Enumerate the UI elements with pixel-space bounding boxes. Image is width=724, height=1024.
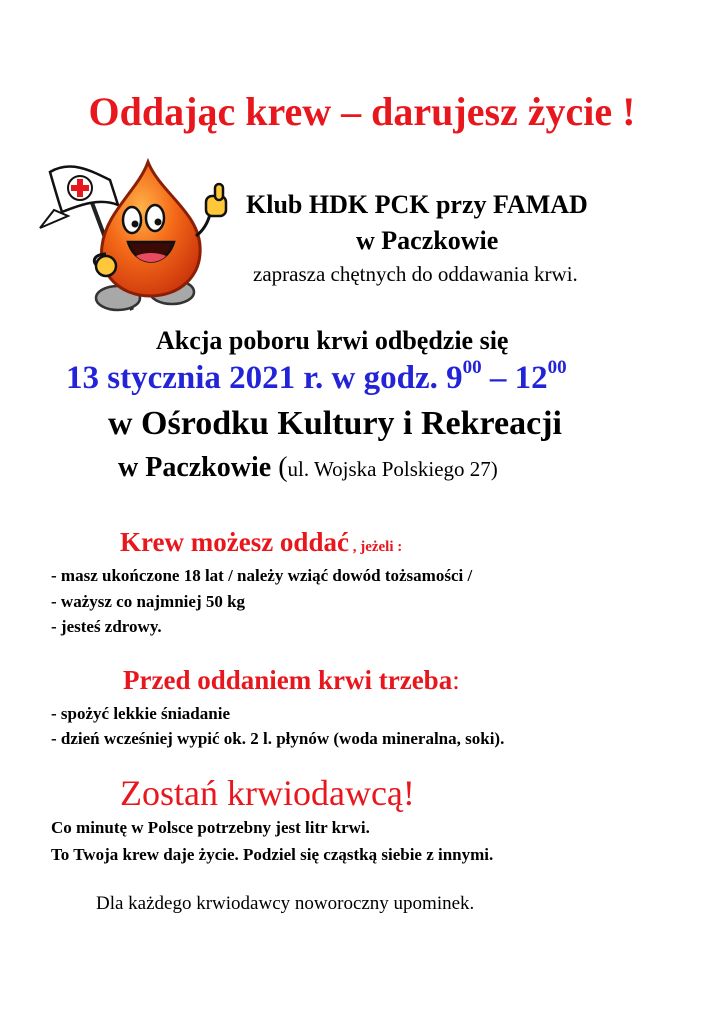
requirements-title: Krew możesz oddać <box>120 527 349 557</box>
preparation-item: - spożyć lekkie śniadanie <box>51 704 230 723</box>
time-dash: – 12 <box>481 360 548 396</box>
event-venue-city <box>118 452 498 484</box>
event-intro: Akcja poboru krwi odbędzie się <box>156 326 509 355</box>
club-name: Klub HDK PCK przy FAMAD <box>246 190 588 219</box>
preparation-colon: : <box>452 665 460 695</box>
gift-note: Dla każdego krwiodawcy noworoczny upominek. <box>96 893 475 914</box>
blood-drop-mascot-icon <box>10 150 238 316</box>
requirements-heading <box>120 527 402 558</box>
preparation-item: - dzień wcześniej wypić ok. 2 l. płynów (woda mineralna, soki). <box>51 729 505 748</box>
club-location: w Paczkowie <box>356 226 499 255</box>
address-paren: ( <box>278 452 288 483</box>
requirement-item: - ważysz co najmniej 50 kg <box>51 592 246 611</box>
end-minutes: 00 <box>547 357 567 378</box>
start-minutes: 00 <box>462 357 482 378</box>
preparation-title: Przed oddaniem krwi trzeba <box>123 665 453 695</box>
fact-line: Co minutę w Polsce potrzebny jest litr krwi. <box>51 818 370 837</box>
requirement-item: - masz ukończone 18 lat / należy wziąć dowód tożsamości / <box>51 566 473 585</box>
preparation-heading <box>123 665 460 696</box>
venue-city: w Paczkowie <box>118 452 279 483</box>
requirements-title-suffix: , jeżeli : <box>348 539 403 555</box>
call-to-action: Zostań krwiodawcą! <box>120 773 415 813</box>
event-date-time <box>66 357 567 397</box>
event-venue: w Ośrodku Kultury i Rekreacji <box>108 405 562 442</box>
requirement-item: - jesteś zdrowy. <box>51 617 162 636</box>
venue-address: ul. Wojska Polskiego 27) <box>287 457 498 481</box>
poster-headline: Oddając krew – darujesz życie ! <box>88 89 636 134</box>
fact-line: To Twoja krew daje życie. Podziel się cząstką siebie z innymi. <box>51 845 494 864</box>
club-invitation: zaprasza chętnych do oddawania krwi. <box>253 262 578 286</box>
event-date-text: 13 stycznia 2021 r. w godz. 9 <box>66 360 463 396</box>
